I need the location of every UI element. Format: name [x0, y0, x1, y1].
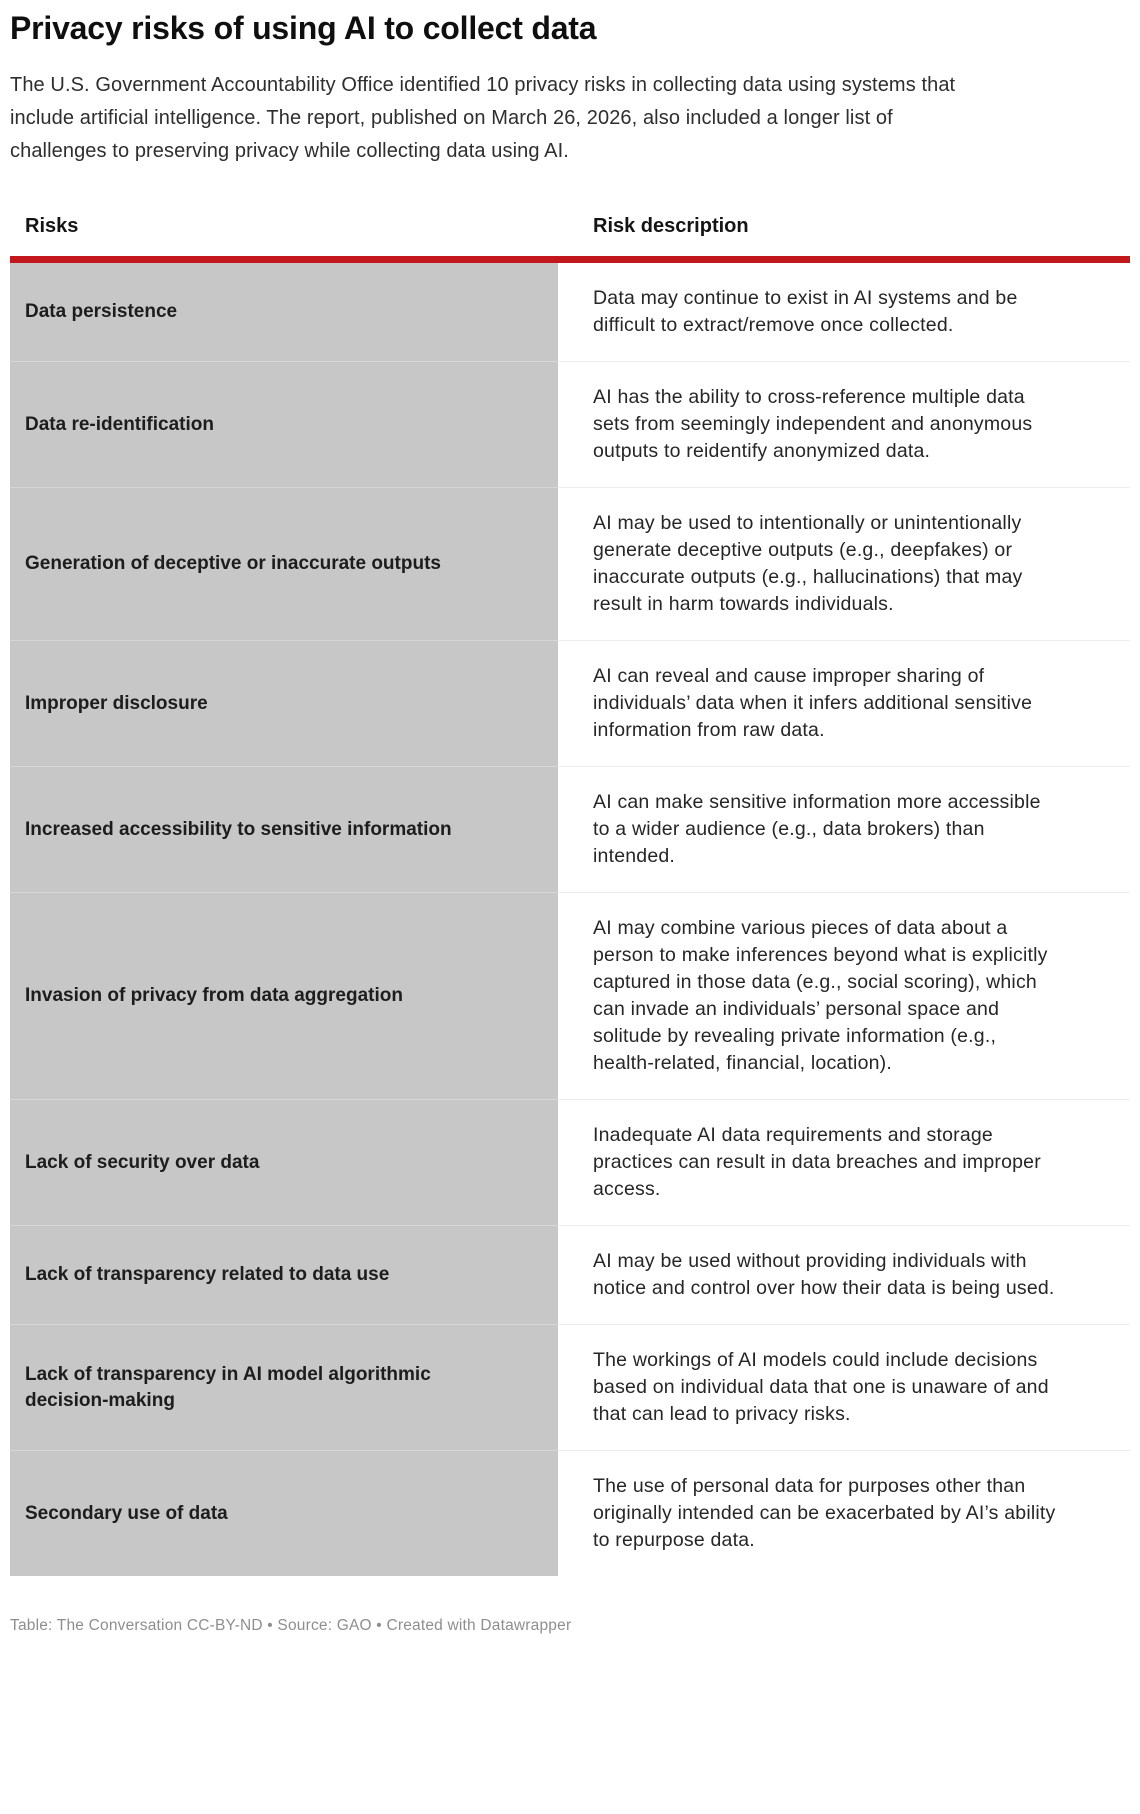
table-row — [10, 361, 1130, 487]
risk-description-cell — [558, 1324, 1130, 1450]
risk-description-cell — [558, 766, 1130, 892]
risk-description-cell — [558, 640, 1130, 766]
column-header-risks: Risks — [25, 215, 79, 237]
risk-description-text: AI may be used without providing individuals with notice and control over how their data is being used. — [593, 1250, 1055, 1299]
risk-name-cell: Data re-identification — [10, 361, 558, 487]
risk-name-cell: Data persistence — [10, 263, 558, 361]
table-header — [10, 212, 1130, 263]
risk-description-cell — [558, 1225, 1130, 1324]
intro-text: The U.S. Government Accountability Office identified 10 privacy risks in collecting data using systems that include artificial intelligence. The report, published on March 26, 2026, also included a longer list of challenges to preserving privacy while collecting data using AI. — [10, 74, 956, 162]
risk-description-text: Inadequate AI data requirements and storage practices can result in data breaches and improper access. — [593, 1124, 1041, 1200]
risk-description-text: The workings of AI models could include decisions based on individual data that one is unaware of and that can lead to privacy risks. — [593, 1349, 1049, 1425]
risk-description-cell — [558, 1099, 1130, 1225]
risk-name-cell: Generation of deceptive or inaccurate outputs — [10, 487, 558, 640]
table-row — [10, 892, 1130, 1099]
risk-description-text: Data may continue to exist in AI systems and be difficult to extract/remove once collected. — [593, 287, 1018, 336]
risk-table — [10, 212, 1130, 1576]
risk-description-cell — [558, 1450, 1130, 1576]
risk-description-text: AI can reveal and cause improper sharing of individuals’ data when it infers additional sensitive information from raw data. — [593, 665, 1033, 741]
table-row — [10, 1450, 1130, 1576]
risk-name-cell: Lack of security over data — [10, 1099, 558, 1225]
page-title: Privacy risks of using AI to collect data — [10, 10, 597, 46]
risk-description-cell — [558, 487, 1130, 640]
risk-name-cell: Lack of transparency in AI model algorithmic decision-making — [10, 1324, 558, 1450]
table-row — [10, 640, 1130, 766]
table-row — [10, 487, 1130, 640]
table-row — [10, 1099, 1130, 1225]
table-row — [10, 1225, 1130, 1324]
risk-description-text: The use of personal data for purposes other than originally intended can be exacerbated by AI’s ability to repurpose data. — [593, 1475, 1056, 1551]
table-row — [10, 263, 1130, 361]
risk-name-cell: Improper disclosure — [10, 640, 558, 766]
risk-description-cell — [558, 361, 1130, 487]
column-header-risk-description: Risk description — [593, 215, 749, 237]
risk-description-text: AI has the ability to cross-reference multiple data sets from seemingly independent and anonymous outputs to reidentify anonymized data. — [593, 386, 1033, 462]
risk-description-text: AI may combine various pieces of data about a person to make inferences beyond what is explicitly captured in those data (e.g., social scoring), which can invade an individuals’ personal space and solitude by revealing private information (e.g., health-related, financial, location). — [593, 917, 1048, 1074]
risk-description-text: AI can make sensitive information more accessible to a wider audience (e.g., data brokers) than intended. — [593, 791, 1041, 867]
table-row — [10, 766, 1130, 892]
table-body — [10, 263, 1130, 1576]
risk-description-cell — [558, 263, 1130, 361]
table-row — [10, 1324, 1130, 1450]
risk-name-cell: Increased accessibility to sensitive information — [10, 766, 558, 892]
risk-description-cell — [558, 892, 1130, 1099]
risk-name-cell: Invasion of privacy from data aggregation — [10, 892, 558, 1099]
risk-description-text: AI may be used to intentionally or unintentionally generate deceptive outputs (e.g., deepfakes) or inaccurate outputs (e.g., hallucinations) that may result in harm towards individuals. — [593, 512, 1023, 615]
risk-name-cell: Secondary use of data — [10, 1450, 558, 1576]
attribution: Table: The Conversation CC-BY-ND • Source: GAO • Created with Datawrapper — [10, 1617, 572, 1634]
risk-name-cell: Lack of transparency related to data use — [10, 1225, 558, 1324]
